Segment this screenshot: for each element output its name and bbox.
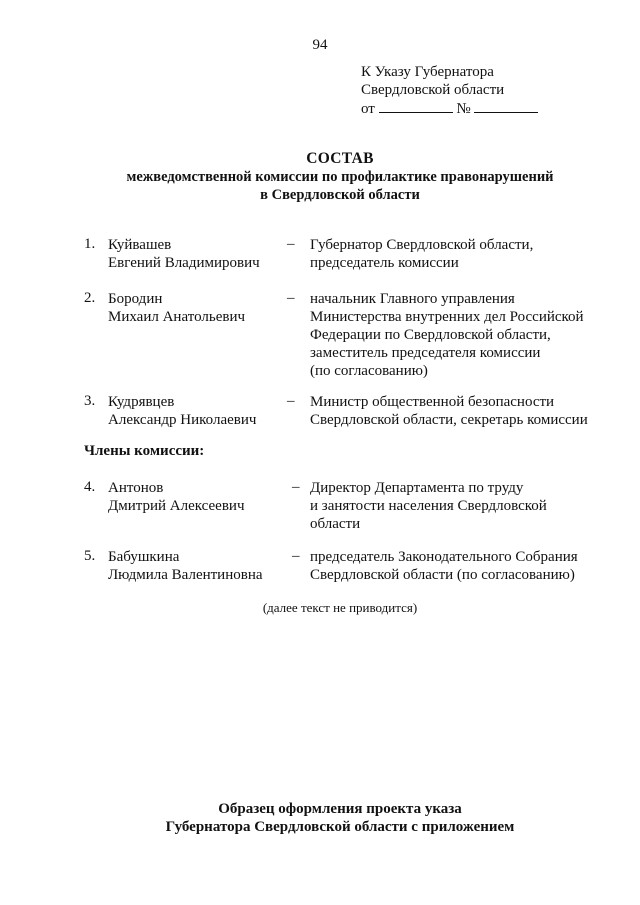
role-line: Директор Департамента по труду	[310, 480, 524, 496]
entry-given-names: Евгений Владимирович	[108, 255, 260, 271]
role-line: начальник Главного управления	[310, 291, 515, 307]
role-line: председатель Законодательного Собрания	[310, 549, 578, 565]
entry-surname: Антонов	[108, 480, 164, 496]
entry-number: 2.	[84, 290, 96, 306]
role-line: Свердловской области, секретарь комиссии	[310, 412, 588, 428]
entry-number: 1.	[84, 236, 96, 252]
entry-name	[108, 290, 245, 326]
entry-role	[310, 290, 584, 380]
sample-caption	[0, 800, 640, 836]
entry-surname: Бородин	[108, 291, 163, 307]
entry-name	[108, 236, 260, 272]
entry-surname: Кудрявцев	[108, 394, 175, 410]
decree-reference	[361, 63, 538, 118]
role-line: Федерации по Свердловской области,	[310, 327, 551, 343]
role-line: Министр общественной безопасности	[310, 394, 555, 410]
entry-number: 4.	[84, 479, 96, 495]
entry-role	[310, 236, 533, 272]
page-number: 94	[312, 37, 328, 53]
entry-given-names: Людмила Валентиновна	[108, 567, 263, 583]
entry-dash: –	[287, 393, 295, 409]
entry-name	[108, 548, 263, 584]
number-blank-line	[474, 99, 538, 113]
members-heading: Члены комиссии:	[84, 443, 205, 459]
entry-number: 5.	[84, 548, 96, 564]
subtitle-line2: в Свердловской области	[260, 187, 420, 203]
entry-surname: Бабушкина	[108, 549, 180, 565]
entry-dash: –	[292, 548, 300, 564]
decree-reference-line2: Свердловской области	[361, 82, 505, 98]
role-line: (по согласованию)	[310, 363, 428, 379]
entry-name	[108, 479, 245, 515]
entry-given-names: Михаил Анатольевич	[108, 309, 246, 325]
entry-role	[310, 548, 578, 584]
date-blank-line	[379, 99, 453, 113]
role-line: области	[310, 516, 361, 532]
decree-reference-line1: К Указу Губернатора	[361, 64, 494, 80]
role-line: Министерства внутренних дел Российской	[310, 309, 584, 325]
entry-role	[310, 393, 588, 429]
role-line: Губернатор Свердловской области,	[310, 237, 534, 253]
entry-given-names: Александр Николаевич	[108, 412, 257, 428]
entry-number: 3.	[84, 393, 96, 409]
role-line: заместитель председателя комиссии	[310, 345, 541, 361]
entry-name	[108, 393, 256, 429]
omitted-text-note: (далее текст не приводится)	[262, 600, 418, 615]
document-subtitle	[0, 168, 640, 204]
decree-date-number-line	[361, 99, 538, 118]
entry-role	[310, 479, 547, 533]
sample-caption-line1: Образец оформления проекта указа	[218, 801, 462, 817]
role-line: и занятости населения Свердловской	[310, 498, 547, 514]
role-line: председатель комиссии	[310, 255, 459, 271]
entry-dash: –	[292, 479, 300, 495]
number-label: №	[456, 101, 471, 117]
entry-dash: –	[287, 290, 295, 306]
role-line: Свердловской области (по согласованию)	[310, 567, 575, 583]
entry-surname: Куйвашев	[108, 237, 172, 253]
sample-caption-line2: Губернатора Свердловской области с приложением	[165, 819, 515, 835]
subtitle-line1: межведомственной комиссии по профилактике правонарушений	[126, 169, 554, 185]
entry-given-names: Дмитрий Алексеевич	[108, 498, 245, 514]
from-label: от	[361, 101, 375, 117]
document-title: СОСТАВ	[306, 150, 374, 167]
entry-dash: –	[287, 236, 295, 252]
